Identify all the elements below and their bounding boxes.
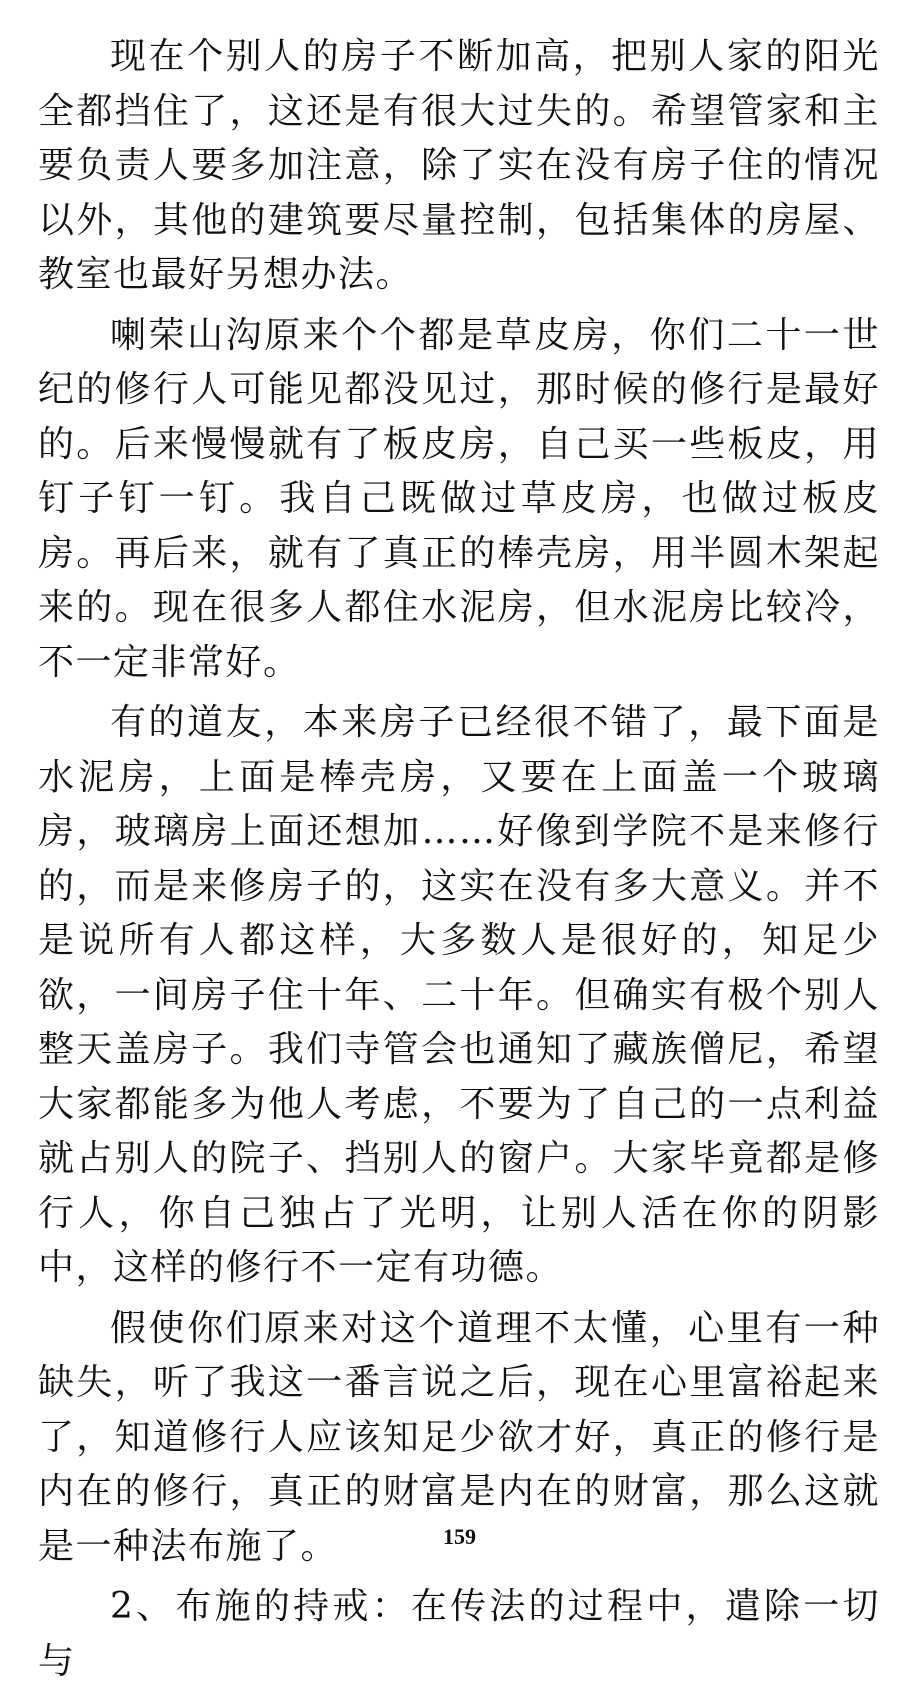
paragraph-1: 现在个别人的房子不断加高，把别人家的阳光全都挡住了，这还是有很大过失的。希望管家和主要负责人要多加注意，除了实在没有房子住的情况以外，其他的建筑要尽量控制，包括集体的房屋、教室也最好另想办法。: [38, 36, 880, 295]
page-number: 159: [443, 1524, 476, 1549]
paragraph-4: 假使你们原来对这个道理不太懂，心里有一种缺失，听了我这一番言说之后，现在心里富裕起来了，知道修行人应该知足少欲才好，真正的修行是内在的修行，真正的财富是内在的财富，那么这就是一种法布施了。: [38, 1307, 880, 1567]
page-body: [38, 30, 880, 1689]
paragraph-3: 有的道友，本来房子已经很不错了，最下面是水泥房，上面是棒壳房，又要在上面盖一个玻璃房，玻璃房上面还想加……好像到学院不是来修行的，而是来修房子的，这实在没有多大意义。并不是说所有人都这样，大多数人是很好的，知足少欲，一间房子住十年、二十年。但确实有极个别人整天盖房子。我们寺管会也通知了藏族僧尼，希望大家都能多为他人考虑，不要为了自己的一点利益就占别人的院子、挡别人的窗户。大家毕竟都是修行人，你自己独占了光明，让别人活在你的阴影中，这样的修行不一定有功德。: [38, 702, 880, 1288]
paragraph-2: 喇荣山沟原来个个都是草皮房，你们二十一世纪的修行人可能见都没见过，那时候的修行是最好的。后来慢慢就有了板皮房，自己买一些板皮，用钉子钉一钉。我自己既做过草皮房，也做过板皮房。再后来，就有了真正的棒壳房，用半圆木架起来的。现在很多人都住水泥房，但水泥房比较冷，不一定非常好。: [38, 314, 880, 683]
paragraph-5: 2、布施的持戒：在传法的过程中，遣除一切与: [38, 1586, 880, 1682]
